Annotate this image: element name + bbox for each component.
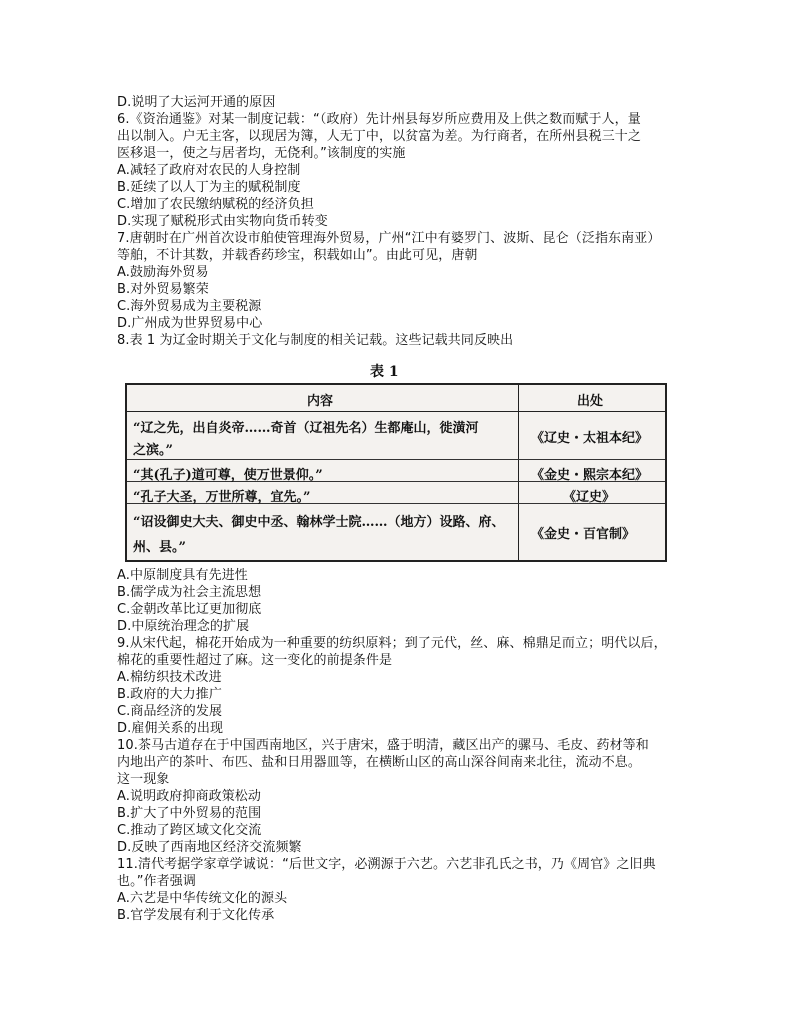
q8-option-a: A.中原制度具有先进性 <box>117 568 248 583</box>
table-header-content: 内容 <box>307 394 334 409</box>
table-header-divider <box>127 411 665 412</box>
q11-stem-line-1: 11.清代考据学家章学诚说：“后世文字，必溯源于六艺。六艺非孔氏之书，乃《周官》之旧典 <box>117 857 656 872</box>
q10-option-a: A.说明政府抑商政策松动 <box>117 789 261 804</box>
history-table <box>125 383 667 562</box>
q8-stem: 8.表 1 为辽金时期关于文化与制度的相关记载。这些记载共同反映出 <box>117 333 514 348</box>
q10-stem-line-3: 这一现象 <box>117 772 170 787</box>
q6-option-c: C.增加了农民缴纳赋税的经济负担 <box>117 197 314 212</box>
q9-stem-line-2: 棉花的重要性超过了麻。这一变化的前提条件是 <box>117 653 393 668</box>
q9-option-d: D.雇佣关系的出现 <box>117 721 224 736</box>
q10-option-d: D.反映了西南地区经济交流频繁 <box>117 840 302 855</box>
table-row-4-content-line-2: 州、县。” <box>133 540 186 555</box>
q11-option-b: B.官学发展有利于文化传承 <box>117 908 275 923</box>
q7-option-d: D.广州成为世界贸易中心 <box>117 316 263 331</box>
q11-stem-line-2: 也。”作者强调 <box>117 874 196 889</box>
table-row-3-source: 《辽史》 <box>563 490 616 505</box>
q11-option-a: A.六艺是中华传统文化的源头 <box>117 891 288 906</box>
q7-stem-line-1: 7.唐朝时在广州首次设市舶使管理海外贸易，广州“江中有婆罗门、波斯、昆仑（泛指东南亚） <box>117 231 661 246</box>
q6-stem-line-1: 6.《资治通鉴》对某一制度记载：“（政府）先计州县每岁所应费用及上供之数而赋于人，量 <box>117 112 641 127</box>
q7-option-b: B.对外贸易繁荣 <box>117 282 209 297</box>
table-row-4-source: 《金史・百官制》 <box>531 527 636 542</box>
q6-stem-line-3: 医移退一，使之与居者均，无侥利。”该制度的实施 <box>117 146 406 161</box>
table-column-divider <box>518 385 519 560</box>
q9-option-b: B.政府的大力推广 <box>117 687 222 702</box>
q9-option-c: C.商品经济的发展 <box>117 704 223 719</box>
table-row-2-source: 《金史・熙宗本纪》 <box>531 468 649 483</box>
q6-option-a: A.减轻了政府对农民的人身控制 <box>117 163 301 178</box>
q7-stem-line-2: 等舶，不计其数，并载香药珍宝，积载如山”。由此可见，唐朝 <box>117 248 478 263</box>
table-row-2-content: “其(孔子)道可尊，使万世景仰。” <box>133 468 323 483</box>
q9-stem-line-1: 9.从宋代起，棉花开始成为一种重要的纺织原料；到了元代，丝、麻、棉鼎足而立；明代以后， <box>117 636 667 651</box>
table-row-1-content-line-2: 之滨。” <box>133 443 173 458</box>
q8-option-c: C.金朝改革比辽更加彻底 <box>117 602 262 617</box>
q8-option-b: B.儒学成为社会主流思想 <box>117 585 262 600</box>
table-row-1-source: 《辽史・太祖本纪》 <box>531 431 649 446</box>
q8-option-d: D.中原统治理念的扩展 <box>117 619 250 634</box>
q6-option-d: D.实现了赋税形式由实物向货币转变 <box>117 214 328 229</box>
q10-option-c: C.推动了跨区域文化交流 <box>117 823 262 838</box>
q6-option-b: B.延续了以人丁为主的赋税制度 <box>117 180 301 195</box>
table-title: 表 1 <box>370 364 399 380</box>
q7-option-a: A.鼓励海外贸易 <box>117 265 209 280</box>
q10-stem-line-2: 内地出产的茶叶、布匹、盐和日用器皿等，在横断山区的高山深谷间南来北往，流动不息。 <box>117 755 642 770</box>
table-row-1-content-line-1: “辽之先，出自炎帝……奇首（辽祖先名）生都庵山，徙潢河 <box>133 421 479 436</box>
table-row-4-content-line-1: “诏设御史大夫、御史中丞、翰林学士院……（地方）设路、府、 <box>133 515 505 530</box>
q9-option-a: A.棉纺织技术改进 <box>117 670 222 685</box>
table-row-divider <box>127 459 665 460</box>
q7-option-c: C.海外贸易成为主要税源 <box>117 299 262 314</box>
q10-option-b: B.扩大了中外贸易的范围 <box>117 806 262 821</box>
q10-stem-line-1: 10.茶马古道存在于中国西南地区，兴于唐宋，盛于明清，藏区出产的骡马、毛皮、药材等和 <box>117 738 649 753</box>
table-header-source: 出处 <box>577 394 604 409</box>
q5-option-d: D.说明了大运河开通的原因 <box>117 95 276 110</box>
q6-stem-line-2: 出以制入。户无主客，以现居为簿，人无丁中，以贫富为差。为行商者，在所州县税三十之 <box>117 129 642 144</box>
table-row-3-content: “孔子大圣，万世所尊，宜先。” <box>133 490 311 505</box>
